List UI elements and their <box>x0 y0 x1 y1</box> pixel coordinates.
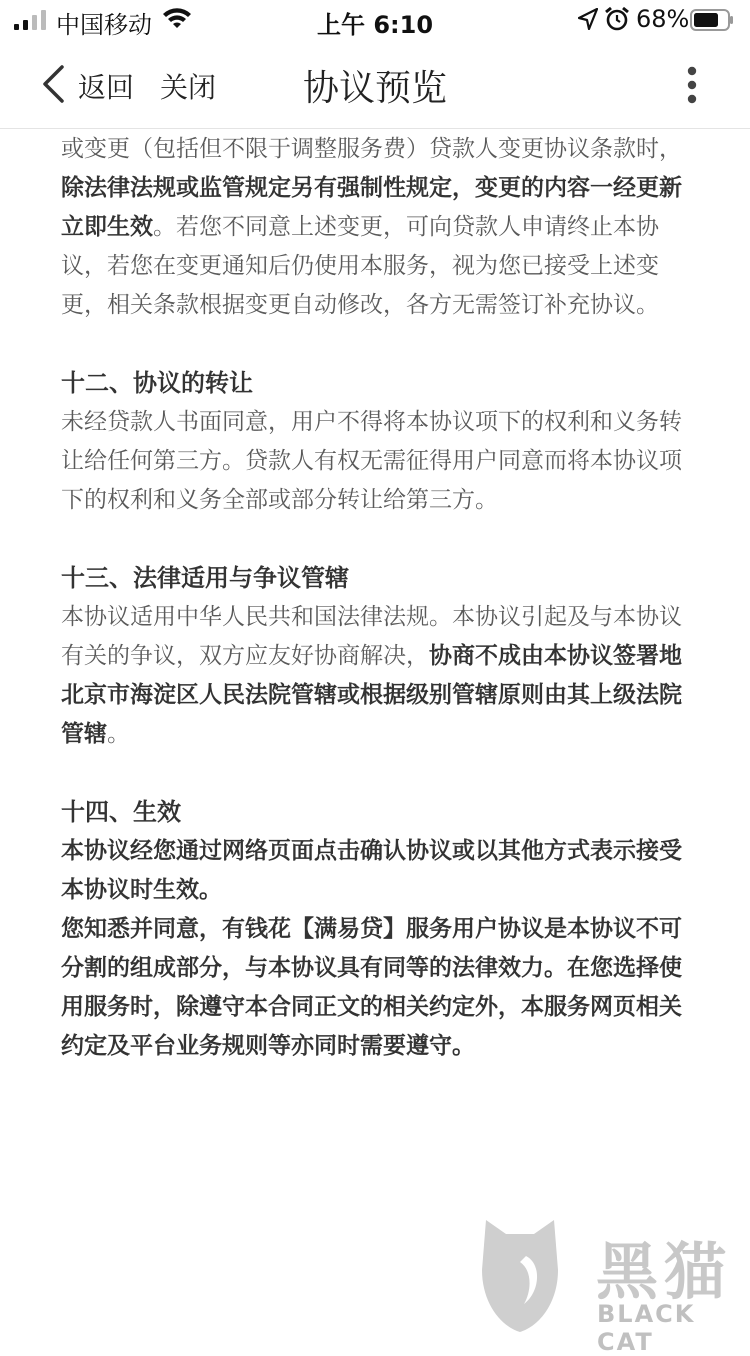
back-button[interactable]: 返回 <box>78 71 135 104</box>
section-title-13: 十三、法律适用与争议管辖 <box>61 564 349 592</box>
text-segment: 。若您不同意上述变更，可向贷款人申请终止本协议，若您在变更通知后仍使用本服务，视为您已接受上述变更，相关条款根据变更自动修改，各方无需签订补充协议。 <box>61 214 659 318</box>
section-body-14-para-1: 本协议经您通过网络页面点击确认协议或以其他方式表示接受本协议时生效。 <box>61 838 682 903</box>
bold-segment: 协商不成由本协议签署地北京市海淀区人民法院管辖或根据级别管辖原则由其上级法院管辖 <box>61 643 682 747</box>
battery-icon <box>690 9 734 31</box>
agreement-content <box>61 130 687 1066</box>
text-segment: 本协议适用中华人民共和国法律法规。本协议引起及与本协议有关的争议，双方应友好协商解决， <box>61 604 682 669</box>
location-arrow-icon <box>578 8 598 30</box>
navigation-bar <box>0 40 750 129</box>
close-button[interactable]: 关闭 <box>160 71 217 104</box>
carrier-name: 中国移动 <box>56 11 152 39</box>
alarm-clock-icon <box>604 6 630 32</box>
text-segment: 。 <box>107 721 130 747</box>
watermark-text-en: BLACK CAT <box>597 1300 696 1356</box>
page-title: 协议预览 <box>302 68 447 109</box>
battery-percent: 68% <box>636 5 690 33</box>
more-vertical-icon[interactable] <box>686 66 698 104</box>
section-body-13 <box>61 598 687 754</box>
section-body-14-para-2: 您知悉并同意，有钱花【满易贷】服务用户协议是本协议不可分割的组成部分，与本协议具有同等的法律效力。在您选择使用服务时，除遵守本合同正文的相关约定外，本服务网页相关约定及平台业务规则等亦同时需要遵守。 <box>61 916 682 1059</box>
text-segment: 或变更（包括但不限于调整服务费）贷款人变更协议条款时， <box>61 136 682 162</box>
section-body-12: 未经贷款人书面同意，用户不得将本协议项下的权利和义务转让给任何第三方。贷款人有权无需征得用户同意而将本协议项下的权利和义务全部或部分转让给第三方。 <box>61 409 682 513</box>
status-bar <box>0 0 750 40</box>
paragraph-change-terms <box>61 130 687 325</box>
watermark-text-cn: 黑猫 <box>596 1235 733 1308</box>
section-title-14: 十四、生效 <box>61 798 181 826</box>
clock-time: 上午 6:10 <box>316 11 434 39</box>
bold-segment: 除法律法规或监管规定另有强制性规定，变更的内容一经更新立即生效 <box>61 175 682 240</box>
section-title-12: 十二、协议的转让 <box>61 369 253 397</box>
